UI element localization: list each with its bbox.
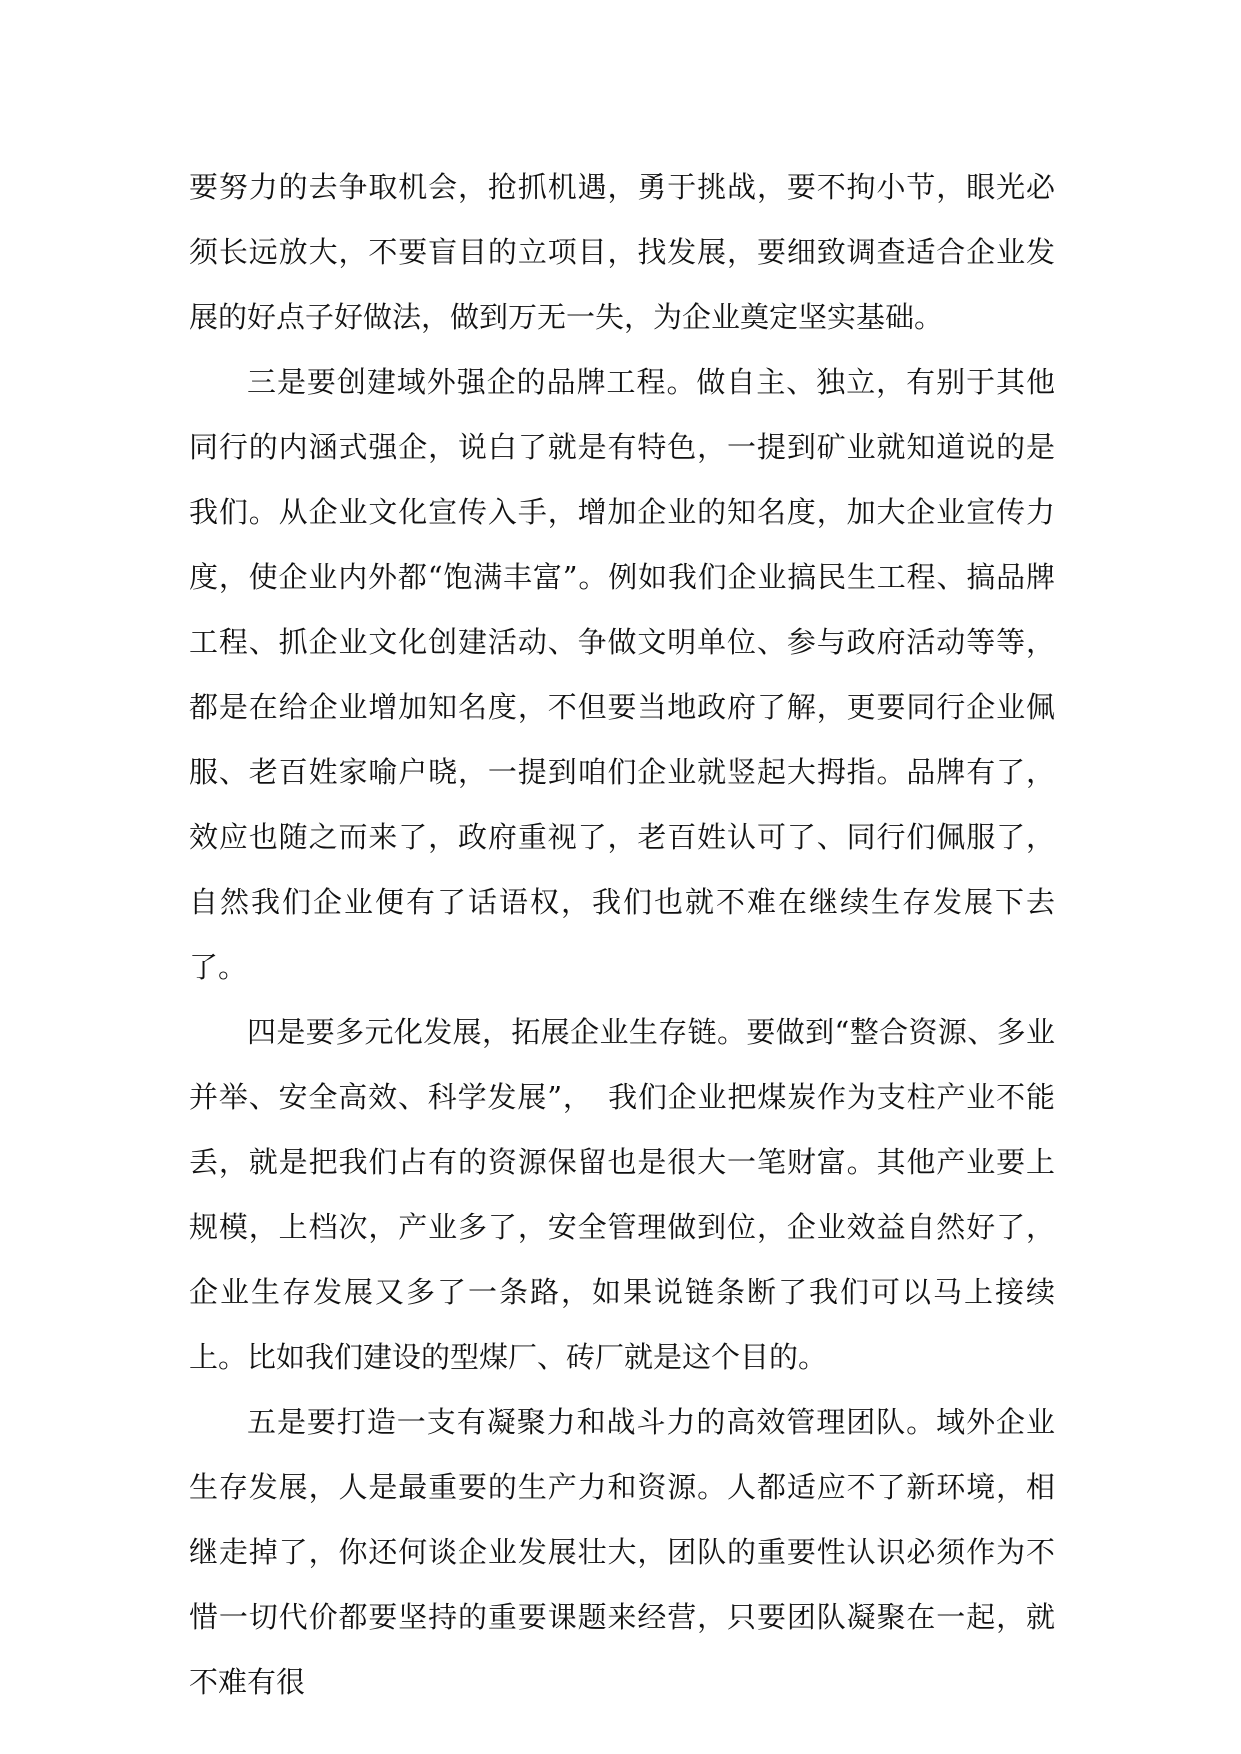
paragraph-4: 五是要打造一支有凝聚力和战斗力的高效管理团队。域外企业生存发展，人是最重要的生产力和资源。人都适应不了新环境，相继走掉了，你还何谈企业发展壮大，团队的重要性认识必须作为不惜一切代价都要坚持的重要课题来经营，只要团队凝聚在一起，就不难有很 xyxy=(189,1405,1055,1699)
body-text xyxy=(189,155,1055,1715)
paragraph-2: 三是要创建域外强企的品牌工程。做自主、独立，有别于其他同行的内涵式强企，说白了就是有特色，一提到矿业就知道说的是我们。从企业文化宣传入手，增加企业的知名度，加大企业宣传力度，使企业内外都“饱满丰富”。例如我们企业搞民生工程、搞品牌工程、抓企业文化创建活动、争做文明单位、参与政府活动等等，都是在给企业增加知名度，不但要当地政府了解，更要同行企业佩服、老百姓家喻户晓，一提到咱们企业就竖起大拇指。品牌有了，效应也随之而来了，政府重视了，老百姓认可了、同行们佩服了，自然我们企业便有了话语权，我们也就不难在继续生存发展下去了。 xyxy=(189,365,1055,984)
paragraph-3: 四是要多元化发展，拓展企业生存链。要做到“整合资源、多业并举、安全高效、科学发展”， 我们企业把煤炭作为支柱产业不能丢，就是把我们占有的资源保留也是很大一笔财富。其他产业要上规模，上档次，产业多了，安全管理做到位，企业效益自然好了，企业生存发展又多了一条路，如果说链条断了我们可以马上接续上。比如我们建设的型煤厂、砖厂就是这个目的。 xyxy=(189,1015,1055,1374)
paragraph-1: 要努力的去争取机会，抢抓机遇，勇于挑战，要不拘小节，眼光必须长远放大，不要盲目的立项目，找发展，要细致调查适合企业发展的好点子好做法，做到万无一失，为企业奠定坚实基础。 xyxy=(189,170,1055,334)
